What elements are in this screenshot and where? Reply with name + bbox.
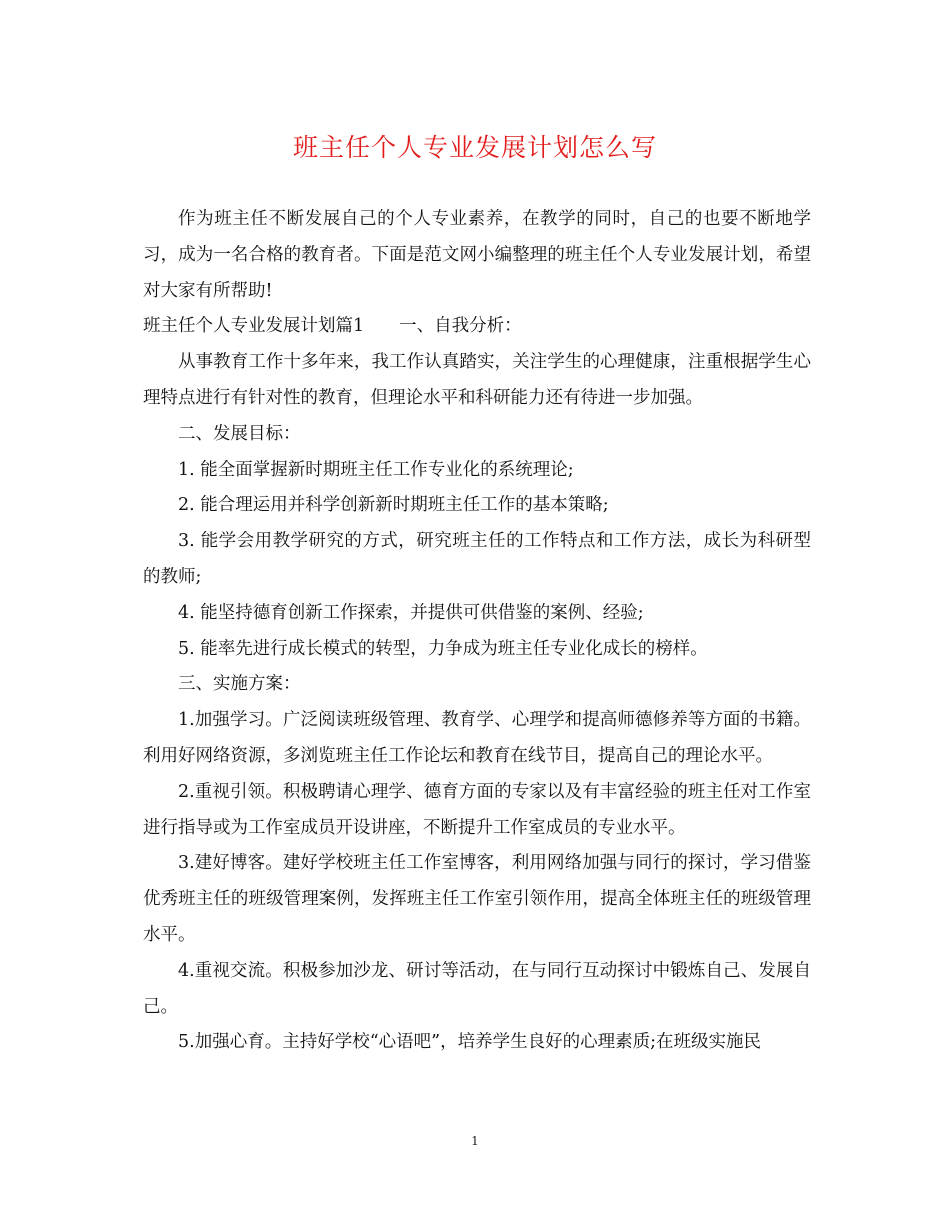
self-analysis-paragraph: 从事教育工作十多年来，我工作认真踏实，关注学生的心理健康，注重根据学生心理特点进行有针对性的教育，但理论水平和科研能力还有待进一步加强。: [143, 352, 811, 408]
plan-item: 3.建好博客。建好学校班主任工作室博客，利用网络加强与同行的探讨，学习借鉴优秀班主任的班级管理案例，发挥班主任工作室引领作用，提高全体班主任的班级管理水平。: [143, 853, 811, 945]
section-heading-line: 班主任个人专业发展计划篇1 一、自我分析：: [143, 316, 522, 337]
goals-heading: 二、发展目标：: [178, 423, 301, 444]
document-body: [143, 202, 811, 1061]
goal-item: 3. 能学会用教学研究的方式，研究班主任的工作特点和工作方法，成长为科研型的教师;: [143, 531, 811, 587]
goal-item: 4. 能坚持德育创新工作探索，并提供可供借鉴的案例、经验;: [178, 602, 644, 623]
plan-item: 1.加强学习。广泛阅读班级管理、教育学、心理学和提高师德修养等方面的书籍。利用好网络资源，多浏览班主任工作论坛和教育在线节目，提高自己的理论水平。: [143, 710, 811, 766]
intro-paragraph: 作为班主任不断发展自己的个人专业素养，在教学的同时，自己的也要不断地学习，成为一名合格的教育者。下面是范文网小编整理的班主任个人专业发展计划，希望对大家有所帮助!: [143, 209, 811, 301]
plan-item: 4.重视交流。积极参加沙龙、研讨等活动，在与同行互动探讨中锻炼自己、发展自己。: [143, 960, 811, 1017]
goal-item: 5. 能率先进行成长模式的转型，力争成为班主任专业化成长的榜样。: [178, 638, 708, 659]
plan-heading: 三、实施方案：: [178, 674, 301, 695]
goal-item: 2. 能合理运用并科学创新新时期班主任工作的基本策略;: [178, 495, 609, 516]
document-title: 班主任个人专业发展计划怎么写: [292, 133, 657, 162]
plan-item: 2.重视引领。积极聘请心理学、德育方面的专家以及有丰富经验的班主任对工作室进行指导或为工作室成员开设讲座，不断提升工作室成员的专业水平。: [143, 781, 811, 838]
goal-item: 1. 能全面掌握新时期班主任工作专业化的系统理论;: [178, 459, 574, 480]
plan-item: 5.加强心育。主持好学校“心语吧”，培养学生良好的心理素质;在班级实施民: [178, 1032, 761, 1053]
page-number: 1: [471, 1134, 479, 1148]
